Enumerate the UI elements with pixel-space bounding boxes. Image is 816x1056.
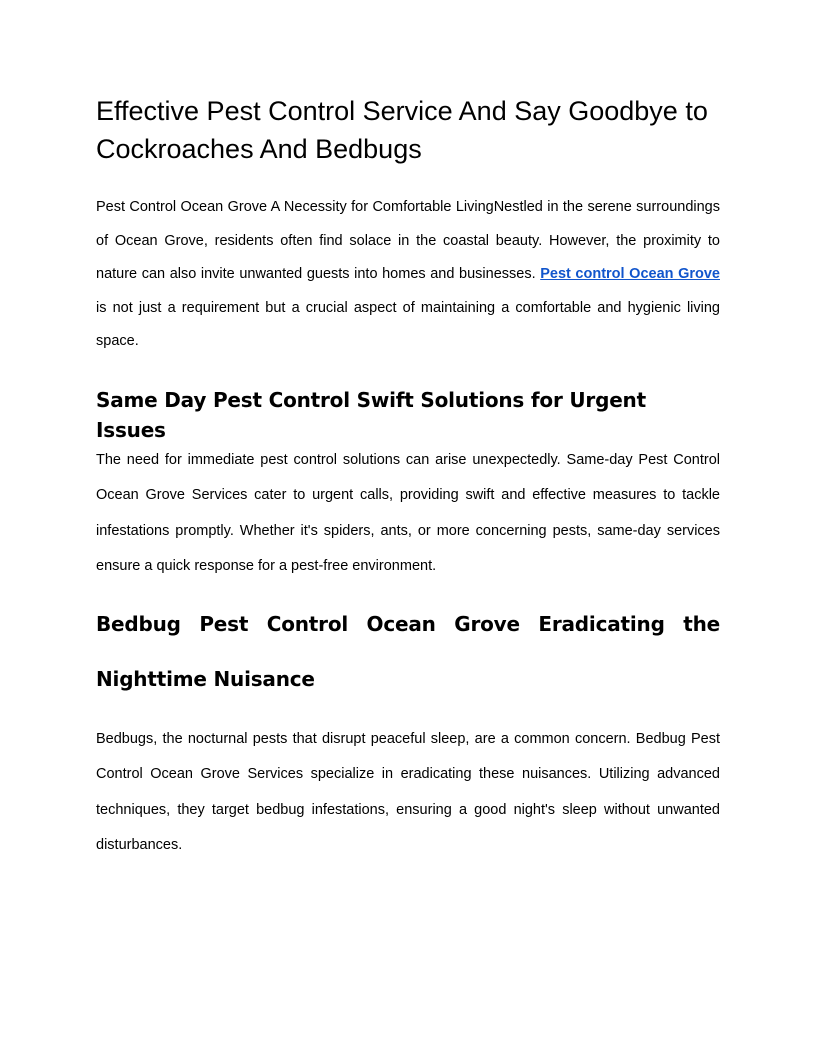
pest-control-ocean-grove-link[interactable]: Pest control Ocean Grove bbox=[540, 266, 720, 283]
section-body-bedbug: Bedbugs, the nocturnal pests that disrupt peaceful sleep, are a common concern. Bedbug Pest Control Ocean Grove Services specialize in eradicating these nuisances. Utilizing advanced techniques, they target bedbug infestations, ensuring a good night's sleep without unwanted disturbances. bbox=[96, 731, 720, 853]
section-heading-same-day: Same Day Pest Control Swift Solutions for Urgent Issues bbox=[96, 388, 646, 442]
intro-text-before-link: Pest Control Ocean Grove A Necessity for Comfortable LivingNestled in the serene surroundings of Ocean Grove, residents often find solace in the coastal beauty. However, the proximity to nature can also invite unwanted guests into homes and businesses. bbox=[96, 199, 720, 283]
document-title: Effective Pest Control Service And Say Goodbye to Cockroaches And Bedbugs bbox=[96, 96, 708, 164]
section-heading-bedbug: Bedbug Pest Control Ocean Grove Eradicating the Nighttime Nuisance bbox=[96, 612, 720, 691]
section-body-same-day: The need for immediate pest control solutions can arise unexpectedly. Same-day Pest Control Ocean Grove Services cater to urgent calls, providing swift and effective measures to tackle infestations promptly. Whether it's spiders, ants, or more concerning pests, same-day services ensure a quick response for a pest-free environment. bbox=[96, 452, 720, 574]
intro-paragraph bbox=[96, 191, 720, 359]
intro-text-after-link: is not just a requirement but a crucial aspect of maintaining a comfortable and hygienic living space. bbox=[96, 299, 720, 350]
